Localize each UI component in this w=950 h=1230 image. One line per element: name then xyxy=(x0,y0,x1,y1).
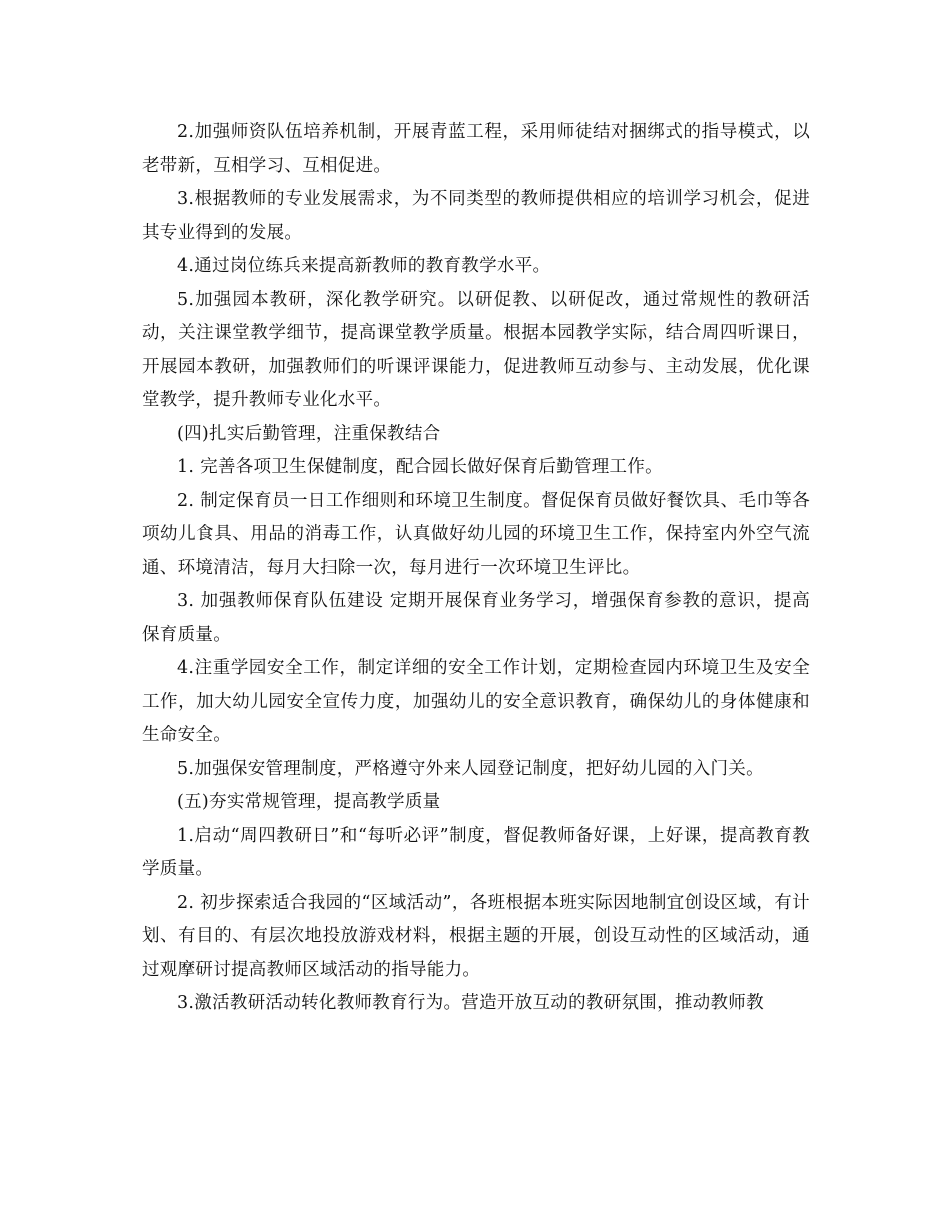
paragraph-caregiver-team: 3. 加强教师保育队伍建设 定期开展保育业务学习，增强保育参教的意识，提高保育质量。 xyxy=(142,591,810,645)
paragraph-thursday-research-day: 1.启动“周四教研日”和“每听必评”制度，督促教师备好课，上好课，提高教育教学质量。 xyxy=(142,825,810,879)
section-heading-routine-management: (五)夯实常规管理，提高教学质量 xyxy=(177,792,441,812)
paragraph-research-activities: 3.激活教研活动转化教师教育行为。营造开放互动的教研氛围，推动教师教 xyxy=(177,993,764,1013)
paragraph-professional-development: 3.根据教师的专业发展需求，为不同类型的教师提供相应的培训学习机会，促进其专业得到的发展。 xyxy=(142,189,810,243)
document-body xyxy=(142,116,810,1021)
paragraph-area-activities: 2. 初步探索适合我园的“区域活动”，各班根据本班实际因地制宜创设区域，有计划、有目的、有层次地投放游戏材料，根据主题的开展，创设互动性的区域活动，通过观摩研讨提高教师区域活动的指导能力。 xyxy=(142,892,810,980)
paragraph-school-based-research: 5.加强园本教研，深化教学研究。以研促教、以研促改，通过常规性的教研活动，关注课堂教学细节，提高课堂教学质量。根据本园教学实际，结合周四听课日，开展园本教研，加强教师们的听课评课能力，促进教师互动参与、主动发展，优化课堂教学，提升教师专业化水平。 xyxy=(142,289,810,410)
paragraph-teacher-training-mechanism: 2.加强师资队伍培养机制，开展青蓝工程，采用师徒结对捆绑式的指导模式，以老带新，互相学习、互相促进。 xyxy=(142,122,810,176)
paragraph-new-teacher-training: 4.通过岗位练兵来提高新教师的教育教学水平。 xyxy=(177,256,551,276)
section-heading-logistics: (四)扎实后勤管理，注重保教结合 xyxy=(177,423,441,444)
paragraph-safety-work: 4.注重学园安全工作，制定详细的安全工作计划，定期检查园内环境卫生及安全工作，加大幼儿园安全宣传力度，加强幼儿的安全意识教育，确保幼儿的身体健康和生命安全。 xyxy=(142,658,810,745)
paragraph-security-management: 5.加强保安管理制度，严格遵守外来人园登记制度，把好幼儿园的入门关。 xyxy=(177,758,764,779)
paragraph-caregiver-rules: 2. 制定保育员一日工作细则和环境卫生制度。督促保育员做好餐饮具、毛巾等各项幼儿食具、用品的消毒工作，认真做好幼儿园的环境卫生工作，保持室内外空气流通、环境清洁，每月大扫除一次，每月进行一次环境卫生评比。 xyxy=(142,490,810,578)
paragraph-health-system: 1. 完善各项卫生保健制度，配合园长做好保育后勤管理工作。 xyxy=(177,457,663,477)
